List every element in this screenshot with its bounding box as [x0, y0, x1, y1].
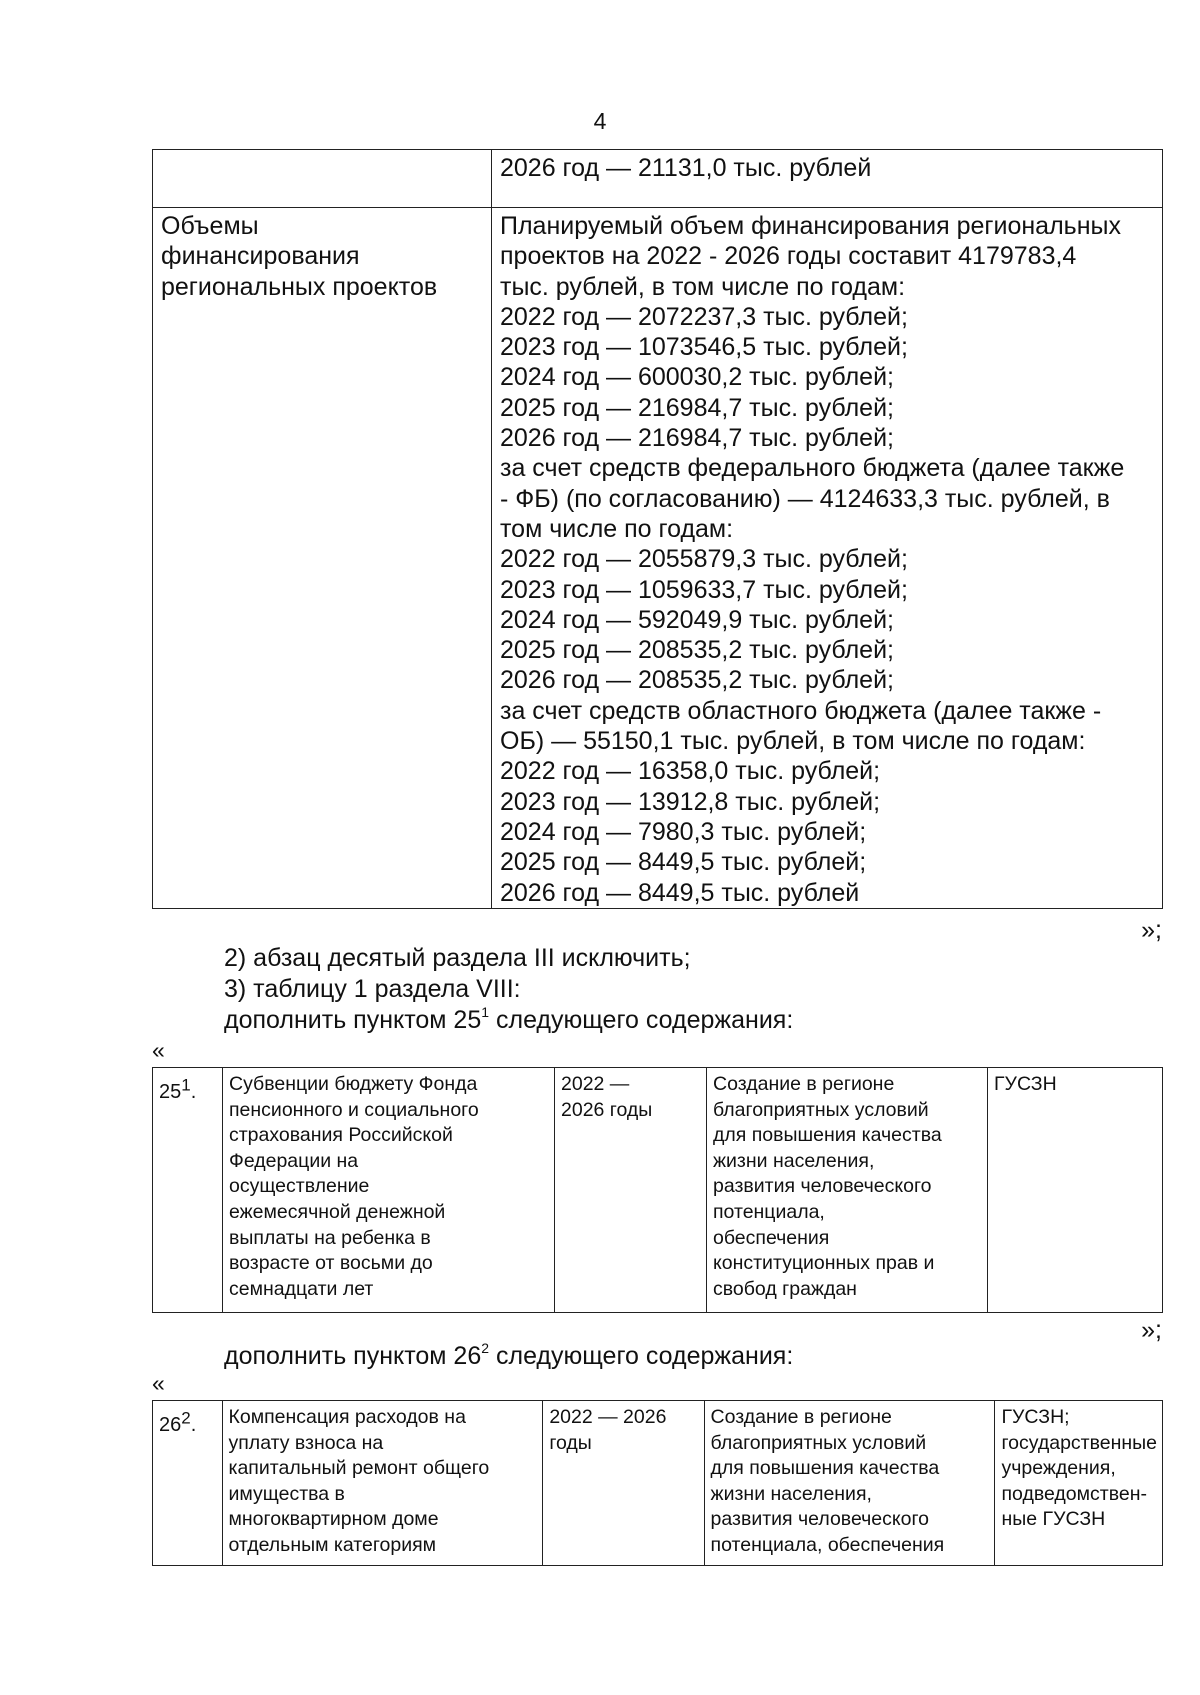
- number-dot: .: [190, 1080, 197, 1103]
- item-table-25: [152, 1067, 1163, 1313]
- value-line: Планируемый объем финансирования региональных: [500, 212, 1121, 240]
- cell-line: учреждения,: [1001, 1457, 1116, 1480]
- cell-line: Создание в регионе: [713, 1073, 895, 1095]
- superscript: 1: [181, 1075, 191, 1094]
- item-number: [159, 1075, 197, 1103]
- cell-line: осуществление: [229, 1175, 370, 1198]
- cell-line: многоквартирном доме: [228, 1508, 439, 1531]
- cell-line: для повышения качества: [710, 1457, 940, 1480]
- cell-line: жизни населения,: [713, 1149, 875, 1172]
- paragraph-text: следующего содержания:: [489, 1006, 794, 1034]
- number-text: 25: [159, 1080, 182, 1103]
- financing-table: [152, 149, 1163, 909]
- value-line: 2026 год — 208535,2 тыс. рублей;: [500, 666, 894, 695]
- item-number: [159, 1408, 197, 1436]
- cell-line: ные ГУСЗН: [1001, 1508, 1106, 1531]
- cell-line: развития человеческого: [710, 1508, 930, 1531]
- value-line: 2025 год — 216984,7 тыс. рублей;: [500, 393, 894, 422]
- value-line: 2026 год — 216984,7 тыс. рублей;: [500, 424, 894, 453]
- cell-line: отдельным категориям: [228, 1533, 437, 1556]
- cell-line: ГУСЗН: [994, 1073, 1057, 1095]
- closing-quote: »;: [1141, 916, 1162, 944]
- cell-line: ГУСЗН;: [1001, 1406, 1070, 1428]
- cell-line: подведомствен-: [1001, 1482, 1147, 1505]
- cell-line: ежемесячной денежной: [229, 1200, 446, 1223]
- number-dot: .: [190, 1413, 197, 1436]
- value-line: 2022 год — 2072237,3 тыс. рублей;: [500, 302, 908, 331]
- opening-quote: «: [152, 1037, 165, 1063]
- cell-line: Субвенции бюджету Фонда: [229, 1073, 478, 1095]
- paragraph-text: дополнить пунктом 25: [224, 1006, 482, 1034]
- cell-line: потенциала,: [713, 1200, 825, 1223]
- value-line: тыс. рублей, в том числе по годам:: [500, 272, 906, 301]
- cell-line: благоприятных условий: [713, 1098, 929, 1121]
- value-line: 2024 год — 592049,9 тыс. рублей;: [500, 605, 894, 634]
- closing-quote: »;: [1141, 1316, 1162, 1344]
- value-line: 2022 год — 16358,0 тыс. рублей;: [500, 757, 881, 786]
- value-line: 2026 год — 21131,0 тыс. рублей: [500, 154, 872, 182]
- value-line: 2025 год — 208535,2 тыс. рублей;: [500, 636, 894, 665]
- paragraph-text: следующего содержания:: [489, 1342, 794, 1370]
- item-period-cell: [555, 1068, 707, 1313]
- paragraph-text: дополнить пунктом 26: [224, 1342, 482, 1370]
- cell-line: свобод граждан: [713, 1277, 857, 1300]
- cell-line: возрасте от восьми до: [229, 1252, 433, 1275]
- item-name-cell: [222, 1401, 543, 1566]
- cell-line: обеспечения: [713, 1226, 830, 1249]
- row-value-cell: [492, 208, 1163, 909]
- opening-quote: «: [152, 1370, 165, 1396]
- cell-line: конституционных прав и: [713, 1252, 935, 1275]
- cell-line: для повышения качества: [713, 1124, 942, 1147]
- cell-line: страхования Российской: [229, 1124, 453, 1147]
- item-goal-cell: [707, 1068, 988, 1313]
- table-row: [153, 208, 1163, 909]
- item-number-cell: [153, 1401, 223, 1566]
- cell-line: семнадцати лет: [229, 1277, 374, 1300]
- label-line: финансирования: [161, 242, 360, 271]
- number-text: 26: [159, 1413, 182, 1436]
- value-line: 2023 год — 13912,8 тыс. рублей;: [500, 787, 881, 816]
- paragraph: 2) абзац десятый раздела III исключить;: [224, 944, 691, 972]
- cell-line: 2026 годы: [561, 1098, 653, 1121]
- superscript: 2: [481, 1340, 490, 1356]
- value-line: том числе по годам:: [500, 514, 734, 543]
- item-executor-cell: [988, 1068, 1163, 1313]
- item-table-26: [152, 1400, 1163, 1566]
- label-line: региональных проектов: [161, 272, 438, 301]
- value-line: 2022 год — 2055879,3 тыс. рублей;: [500, 545, 908, 574]
- value-line: 2026 год — 8449,5 тыс. рублей: [500, 878, 860, 907]
- value-line: за счет средств федерального бюджета (далее также: [500, 454, 1125, 483]
- superscript: 2: [181, 1408, 191, 1427]
- value-line: 2024 год — 600030,2 тыс. рублей;: [500, 363, 894, 392]
- item-name-cell: [223, 1068, 555, 1313]
- table-row: [153, 1401, 1163, 1566]
- value-line: ОБ) — 55150,1 тыс. рублей, в том числе по годам:: [500, 727, 1086, 756]
- item-goal-cell: [704, 1401, 995, 1566]
- value-line: 2023 год — 1059633,7 тыс. рублей;: [500, 575, 908, 604]
- paragraph: [224, 1342, 793, 1371]
- value-line: за счет средств областного бюджета (далее также -: [500, 696, 1102, 725]
- value-line: - ФБ) (по согласованию) — 4124633,3 тыс. рублей, в: [500, 484, 1110, 513]
- paragraph: [224, 1006, 793, 1035]
- cell-line: развития человеческого: [713, 1175, 932, 1198]
- cell-line: капитальный ремонт общего: [228, 1457, 490, 1480]
- paragraph: 3) таблицу 1 раздела VIII:: [224, 975, 521, 1003]
- cell-line: государственные: [1001, 1431, 1157, 1454]
- value-line: 2023 год — 1073546,5 тыс. рублей;: [500, 333, 908, 362]
- row-label-cell: [153, 208, 492, 909]
- value-line: 2024 год — 7980,3 тыс. рублей;: [500, 817, 867, 846]
- superscript: 1: [481, 1004, 490, 1020]
- cell-line: годы: [549, 1431, 592, 1454]
- row-label-cell: [153, 150, 492, 208]
- item-number-cell: [153, 1068, 223, 1313]
- item-executor-cell: [995, 1401, 1163, 1566]
- cell-line: Создание в регионе: [710, 1406, 892, 1428]
- label-line: Объемы: [161, 212, 259, 240]
- cell-line: 2022 —: [561, 1073, 630, 1095]
- cell-line: выплаты на ребенка в: [229, 1226, 431, 1249]
- value-line: проектов на 2022 - 2026 годы составит 4179783,4: [500, 242, 1077, 271]
- cell-line: благоприятных условий: [710, 1431, 927, 1454]
- item-period-cell: [543, 1401, 704, 1566]
- table-row: [153, 150, 1163, 208]
- row-value-cell: [492, 150, 1163, 208]
- value-line: 2025 год — 8449,5 тыс. рублей;: [500, 848, 867, 877]
- cell-line: Компенсация расходов на: [228, 1406, 466, 1428]
- page-number: 4: [593, 108, 607, 134]
- cell-line: имущества в: [228, 1482, 345, 1505]
- cell-line: пенсионного и социального: [229, 1098, 479, 1121]
- cell-line: уплату взноса на: [228, 1431, 384, 1454]
- table-row: [153, 1068, 1163, 1313]
- cell-line: 2022 — 2026: [549, 1406, 667, 1428]
- cell-line: жизни населения,: [710, 1482, 872, 1505]
- cell-line: потенциала, обеспечения: [710, 1533, 945, 1556]
- cell-line: Федерации на: [229, 1149, 359, 1172]
